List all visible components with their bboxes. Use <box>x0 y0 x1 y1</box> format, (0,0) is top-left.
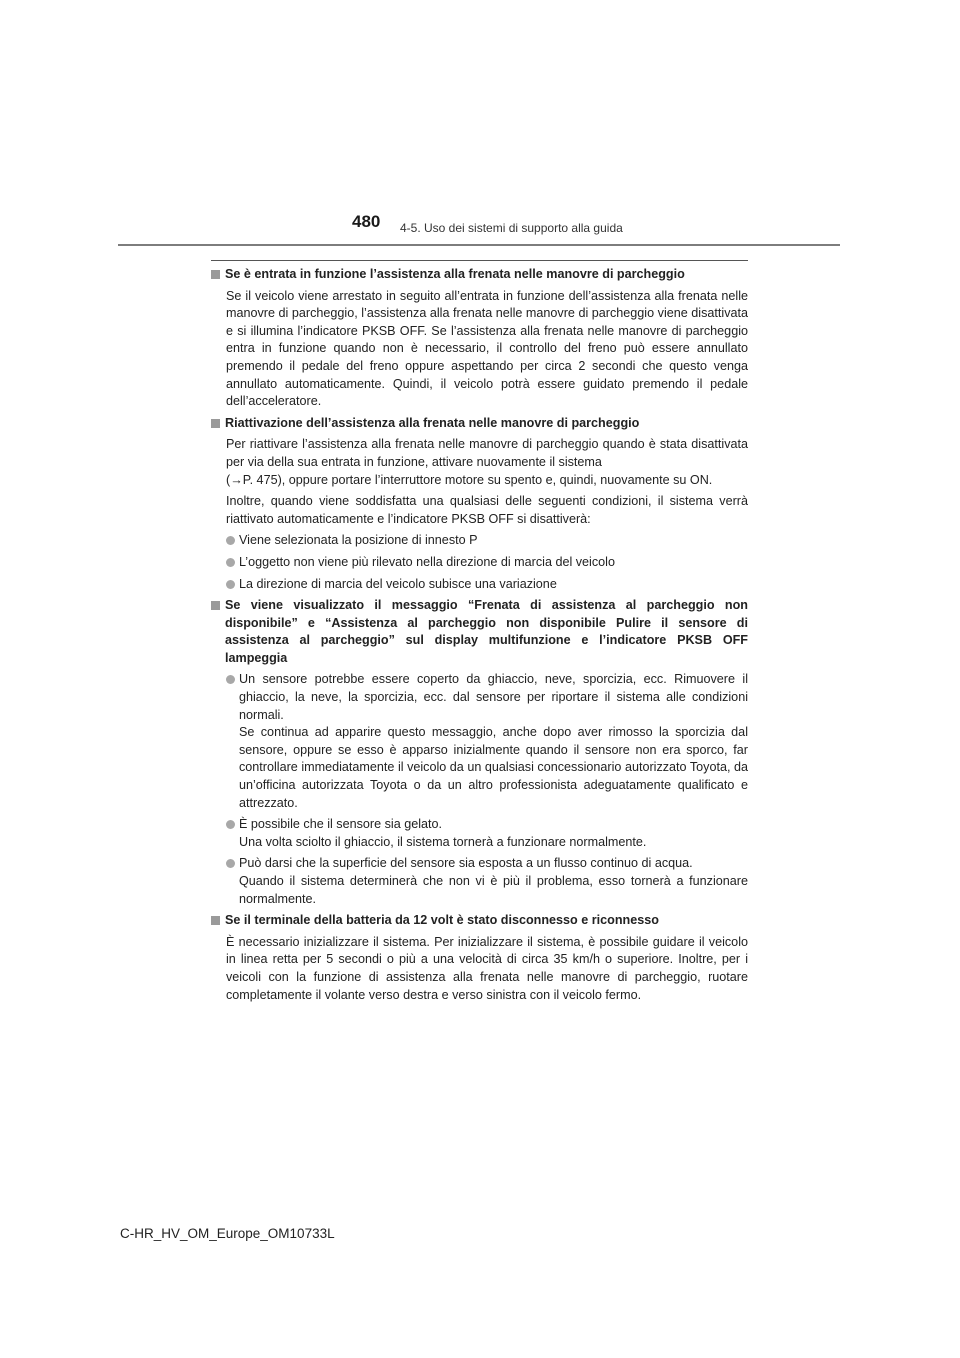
list-item <box>226 554 748 572</box>
list-item <box>226 576 748 594</box>
list-item-text <box>239 855 748 908</box>
list-item-line: Quando il sistema determinerà che non vi è più il problema, esso tornerà a funzionare normalmente. <box>239 874 748 906</box>
round-bullet-icon <box>226 558 235 567</box>
list-item-line: È possibile che il sensore sia gelato. <box>239 817 443 832</box>
list-item-line: Un sensore potrebbe essere coperto da ghiaccio, neve, sporcizia, ecc. Rimuovere il ghiaccio, la neve, la sporcizia, ecc. dal sensore per riportare il sistema alle condizioni normali. <box>239 672 748 722</box>
section-heading <box>211 912 748 930</box>
section-heading-text: Se viene visualizzato il messaggio “Frenata di assistenza al parcheggio non disponibile” e “Assistenza al parcheggio non disponibile Pulire il sensore di assistenza al parcheggio” sul display multifunzione e l’indicatore PKSB OFF lampeggia <box>225 598 748 665</box>
paragraph: È necessario inizializzare il sistema. Per inizializzare il sistema, è possibile guidare il veicolo in linea retta per 5 secondi o più a una velocità di circa 35 km/h o superiore. Inoltre, per i veicoli con la funzione di assistenza alla frenata nelle manovre di parcheggio, ruotare completamente il volante verso destra e verso sinistra con il veicolo fermo. <box>226 934 748 1002</box>
section-battery-reconnect <box>211 912 748 1004</box>
square-bullet-icon <box>211 916 220 925</box>
round-bullet-icon <box>226 536 235 545</box>
header-divider <box>118 244 840 246</box>
list-item-text <box>239 816 748 851</box>
section-heading <box>211 597 748 667</box>
round-bullet-icon <box>226 859 235 868</box>
square-bullet-icon <box>211 601 220 610</box>
page-number: 480 <box>352 212 381 231</box>
list-item-text: L’oggetto non viene più rilevato nella direzione di marcia del veicolo <box>239 554 615 569</box>
list-item <box>226 816 748 851</box>
document-id-footer: C-HR_HV_OM_Europe_OM10733L <box>120 1226 335 1241</box>
list-item-line: Una volta sciolto il ghiaccio, il sistema tornerà a funzionare normalmente. <box>239 834 647 849</box>
section-reactivation <box>211 415 748 593</box>
section-sensor-message <box>211 597 748 908</box>
paragraph: Inoltre, quando viene soddisfatta una qualsiasi delle seguenti condizioni, il sistema verrà riattivato automaticamente e l’indicatore PKSB OFF si disattiverà: <box>226 494 748 526</box>
square-bullet-icon <box>211 270 220 279</box>
paragraph: Se il veicolo viene arrestato in seguito all’entrata in funzione dell’assistenza alla frenata nelle manovre di parcheggio, l’assistenza alla frenata nelle manovre di parcheggio viene disattivata e si illumina l’indicatore PKSB OFF. Se l’assistenza alla frenata nelle manovre di parcheggio entra in funzione quando non è necessario, il controllo del freno può essere annullato premendo il pedale del freno oppure aspettando per circa 2 secondi che questo venga annullato automaticamente. Quindi, il veicolo potrà essere guidato premendo il pedale dell’acceleratore. <box>226 288 748 409</box>
square-bullet-icon <box>211 419 220 428</box>
section-heading-text: Se è entrata in funzione l’assistenza alla frenata nelle manovre di parcheggio <box>225 267 685 281</box>
section-brake-assist-activated <box>211 266 748 411</box>
page-content <box>211 266 748 1008</box>
list-item-text <box>239 671 748 812</box>
section-heading-text: Riattivazione dell’assistenza alla frenata nelle manovre di parcheggio <box>225 415 640 430</box>
list-item-text: La direzione di marcia del veicolo subisce una variazione <box>239 576 557 591</box>
chapter-title: 4-5. Uso dei sistemi di supporto alla guida <box>400 221 623 235</box>
round-bullet-icon <box>226 580 235 589</box>
paragraph-page-reference: (→P. 475), oppure portare l’interruttore motore su spento e, quindi, nuovamente su ON. <box>226 472 713 487</box>
section-heading <box>211 266 748 284</box>
list-item <box>226 855 748 908</box>
paragraph: Per riattivare l’assistenza alla frenata nelle manovre di parcheggio quando è stata disattivata per via della sua entrata in funzione, attivare nuovamente il sistema <box>226 437 748 469</box>
list-item-text: Viene selezionata la posizione di innesto P <box>239 533 478 548</box>
list-item <box>226 532 748 550</box>
content-top-divider <box>211 260 748 261</box>
list-item-line: Può darsi che la superficie del sensore sia esposta a un flusso continuo di acqua. <box>239 856 693 871</box>
section-heading <box>211 415 748 433</box>
list-item <box>226 671 748 812</box>
section-heading-text: Se il terminale della batteria da 12 volt è stato disconnesso e riconnesso <box>225 913 659 928</box>
round-bullet-icon <box>226 675 235 684</box>
list-item-line: Se continua ad apparire questo messaggio, anche dopo aver rimosso la sporcizia dal sensore, oppure se esso è apparso inizialmente quando il sensore non era sporco, far controllare immediatamente il veicolo da un qualsiasi concessionario autorizzato Toyota, da un’officina autorizzata Toyota o da un altro professionista adeguatamente qualificato e attrezzato. <box>239 725 748 810</box>
round-bullet-icon <box>226 820 235 829</box>
